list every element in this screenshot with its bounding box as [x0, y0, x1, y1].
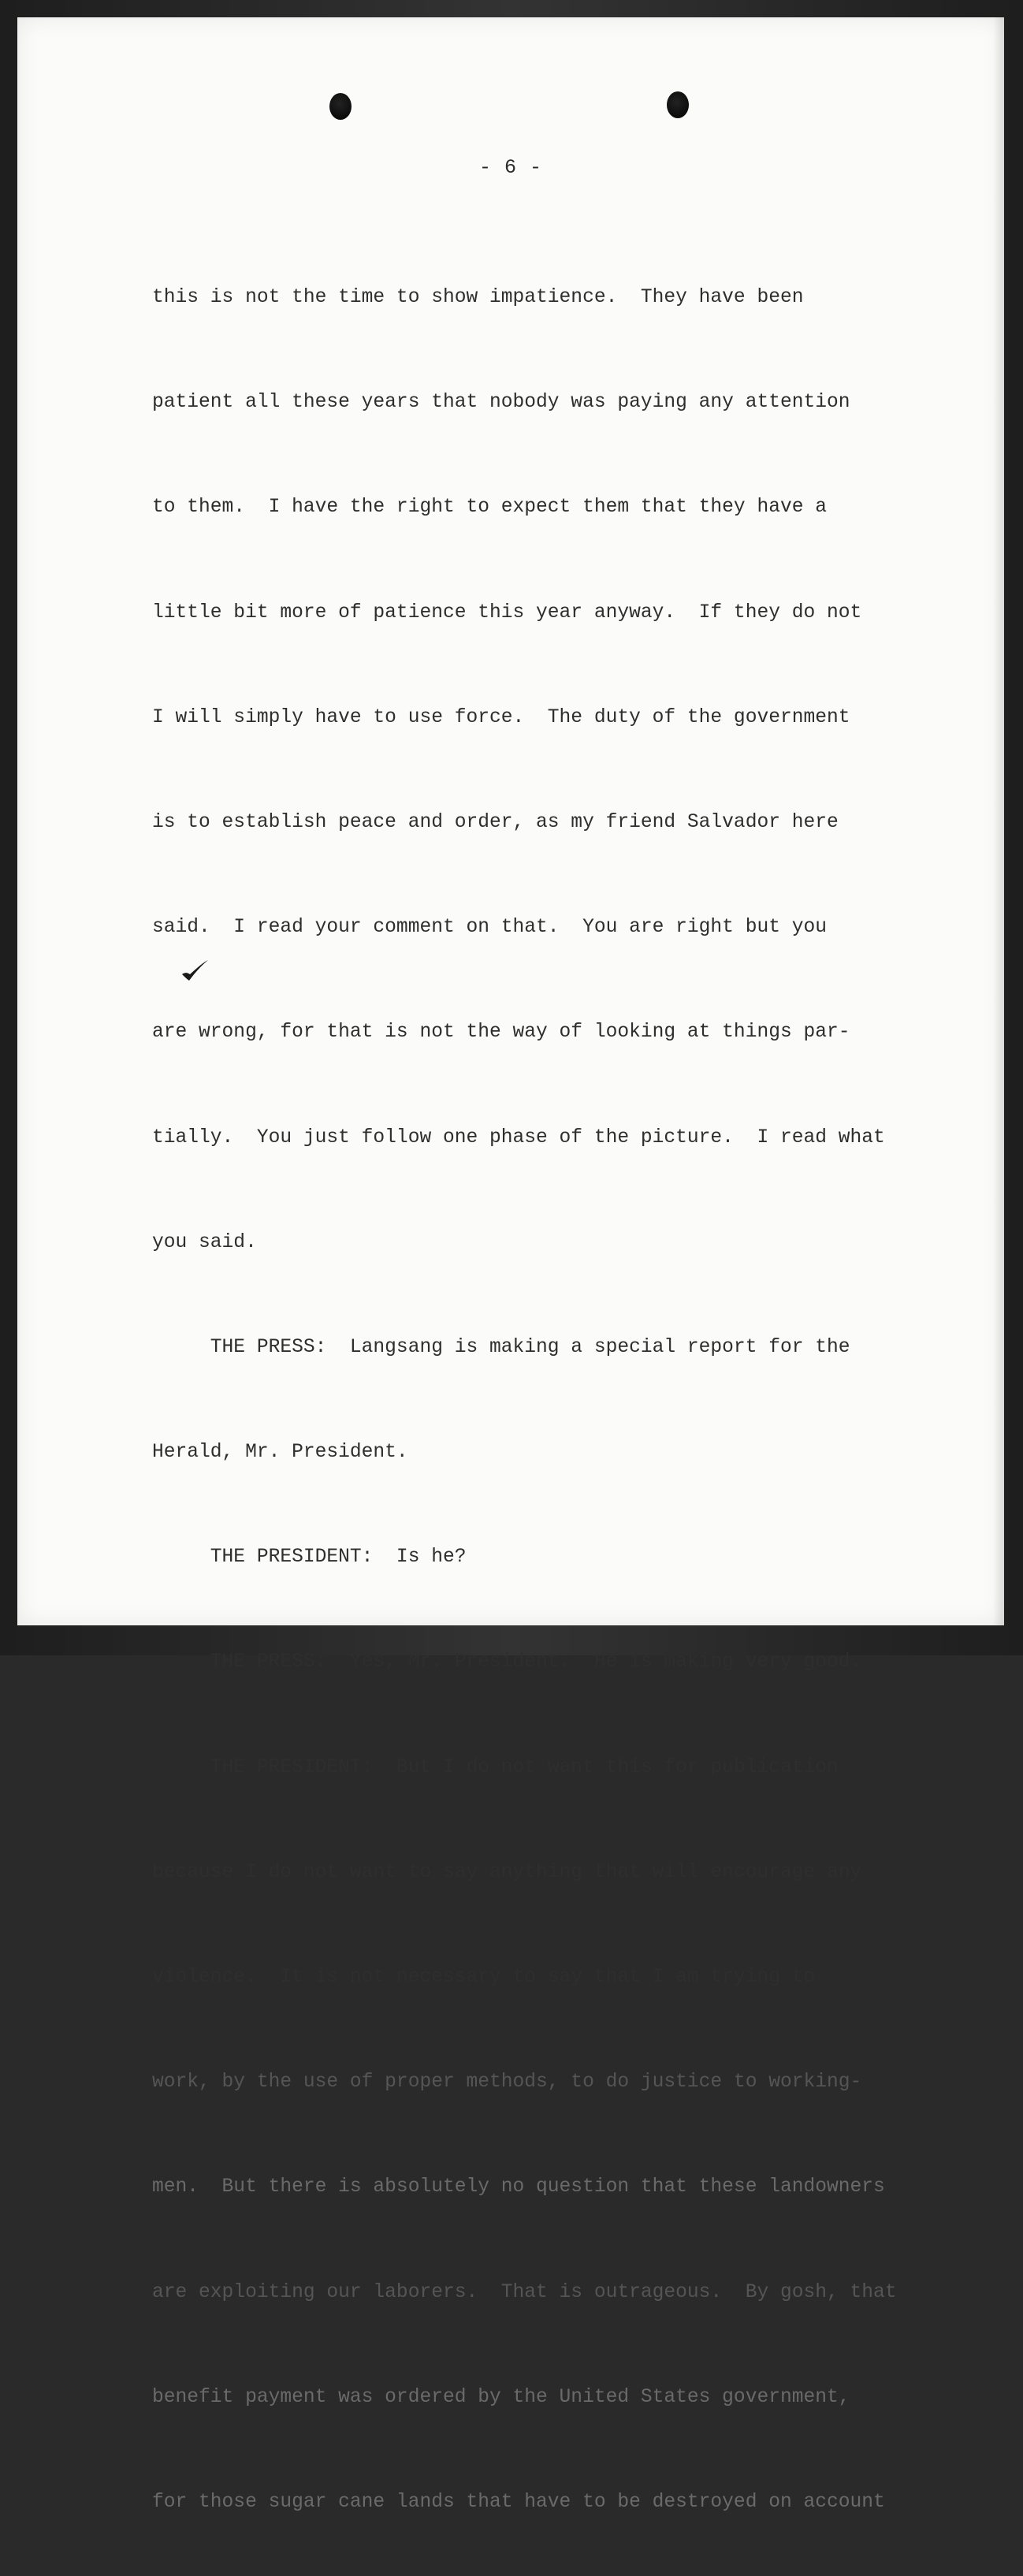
- text-line: for those sugar cane lands that have to be destroyed on account: [152, 2491, 885, 2513]
- typed-body: [152, 224, 940, 2576]
- text-line: THE PRESS: Yes, Mr. President. He is making very good.: [152, 1651, 862, 1673]
- text-line: THE PRESIDENT: But I do not want this for publication: [152, 1756, 839, 1778]
- text-line: because I do not want to say anything that will encourage any: [152, 1861, 862, 1883]
- text-line: tially. You just follow one phase of the picture. I read what: [152, 1126, 885, 1148]
- text-line: said. I read your comment on that. You are right but you: [152, 917, 828, 939]
- punch-hole-left: [329, 93, 352, 120]
- check-mark-icon: [180, 957, 211, 985]
- text-line: you said.: [152, 1231, 257, 1253]
- text-line: little bit more of patience this year anyway. If they do not: [152, 601, 862, 624]
- document-page: [17, 17, 1004, 2513]
- text-line: Herald, Mr. President.: [152, 1442, 408, 1464]
- text-line: are wrong, for that is not the way of looking at things par-: [152, 1022, 850, 1044]
- text-line: this is not the time to show impatience. They have been: [152, 287, 804, 308]
- text-line: work, by the use of proper methods, to do justice to working-: [152, 2072, 862, 2094]
- text-line: violence. It is not necessary to say that I am trying to: [152, 1967, 816, 1988]
- text-line: is to establish peace and order, as my friend Salvador here: [152, 811, 839, 833]
- text-line: THE PRESS: Langsang is making a special report for the: [152, 1336, 850, 1358]
- text-line: to them. I have the right to expect them that they have a: [152, 497, 828, 519]
- text-line: are exploiting our laborers. That is outrageous. By gosh, that: [152, 2281, 897, 2303]
- text-line: men. But there is absolutely no question that these landowners: [152, 2176, 885, 2198]
- punch-hole-right: [667, 91, 689, 118]
- page-number: - 6 -: [478, 156, 542, 179]
- page-edge-shadow: [993, 17, 1004, 1625]
- text-line: patient all these years that nobody was paying any attention: [152, 392, 850, 414]
- text-line: benefit payment was ordered by the United States government,: [152, 2386, 850, 2408]
- text-line: THE PRESIDENT: Is he?: [152, 1547, 467, 1569]
- text-line: I will simply have to use force. The duty of the government: [152, 706, 850, 728]
